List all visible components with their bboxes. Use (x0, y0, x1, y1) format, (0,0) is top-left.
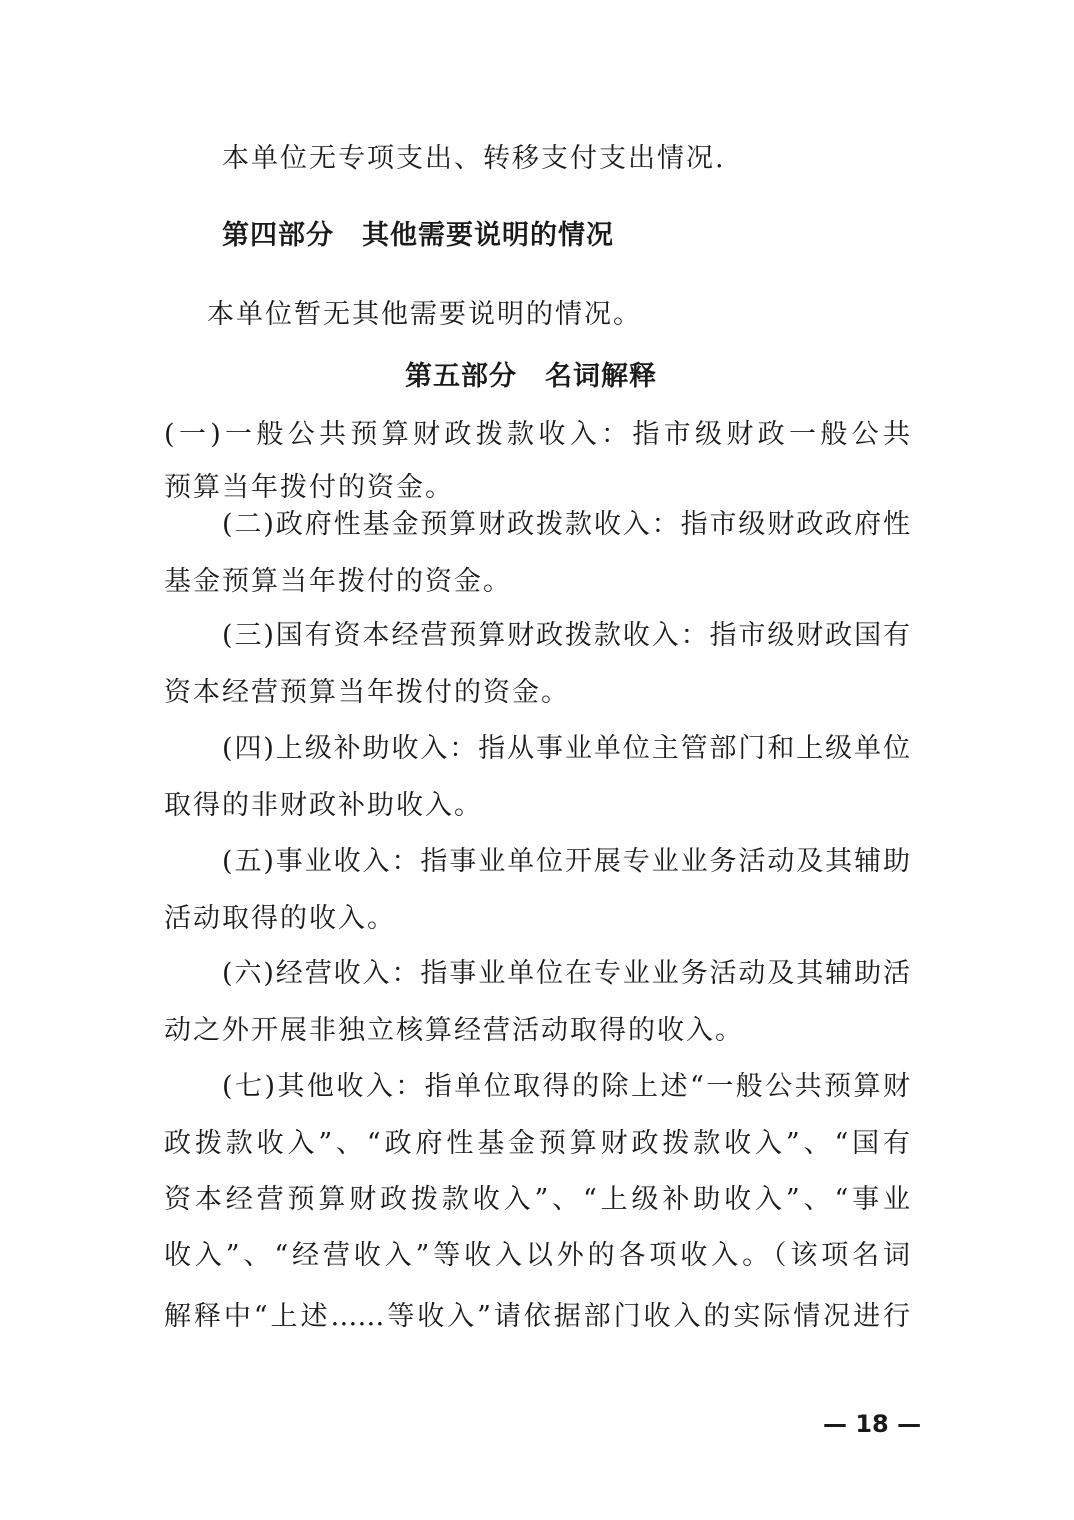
paragraph-no-other-notes: 本单位暂无其他需要说明的情况。 (207, 299, 642, 330)
definition-1-line-2: 预算当年拨付的资金。 (164, 472, 454, 503)
definition-5-line-2: 活动取得的收入。 (164, 903, 396, 934)
definition-7-line-5: 解释中“上述……等收入”请依据部门收入的实际情况进行 (164, 1301, 910, 1332)
definition-7-line-2: 政拨款收入”、“政府性基金预算财政拨款收入”、“国有 (164, 1128, 910, 1159)
definition-4-line-2: 取得的非财政补助收入。 (164, 790, 483, 821)
definition-4-line-1: (四)上级补助收入：指从事业单位主管部门和上级单位 (222, 733, 910, 764)
page-number: — 18 — (823, 1410, 922, 1438)
definition-1-line-1: (一)一般公共预算财政拨款收入：指市级财政一般公共 (164, 419, 910, 450)
definition-6-line-2: 动之外开展非独立核算经营活动取得的收入。 (164, 1015, 744, 1046)
definition-2-line-2: 基金预算当年拨付的资金。 (164, 566, 512, 597)
section-heading-part-four: 第四部分 其他需要说明的情况 (222, 220, 614, 251)
definition-7-line-1: (七)其他收入：指单位取得的除上述“一般公共预算财 (222, 1071, 910, 1102)
paragraph-no-special-expenditure: 本单位无专项支出、转移支付支出情况. (222, 143, 726, 174)
definition-2-line-1: (二)政府性基金预算财政拨款收入：指市级财政政府性 (222, 509, 910, 540)
definition-6-line-1: (六)经营收入：指事业单位在专业业务活动及其辅助活 (222, 958, 910, 989)
section-heading-part-five: 第五部分 名词解释 (405, 361, 657, 392)
definition-3-line-2: 资本经营预算当年拨付的资金。 (164, 677, 570, 708)
definition-3-line-1: (三)国有资本经营预算财政拨款收入：指市级财政国有 (222, 620, 910, 651)
definition-5-line-1: (五)事业收入：指事业单位开展专业业务活动及其辅助 (222, 846, 910, 877)
definition-7-line-4: 收入”、“经营收入”等收入以外的各项收入。（该项名词 (164, 1240, 910, 1271)
definition-7-line-3: 资本经营预算财政拨款收入”、“上级补助收入”、“事业 (164, 1184, 910, 1215)
